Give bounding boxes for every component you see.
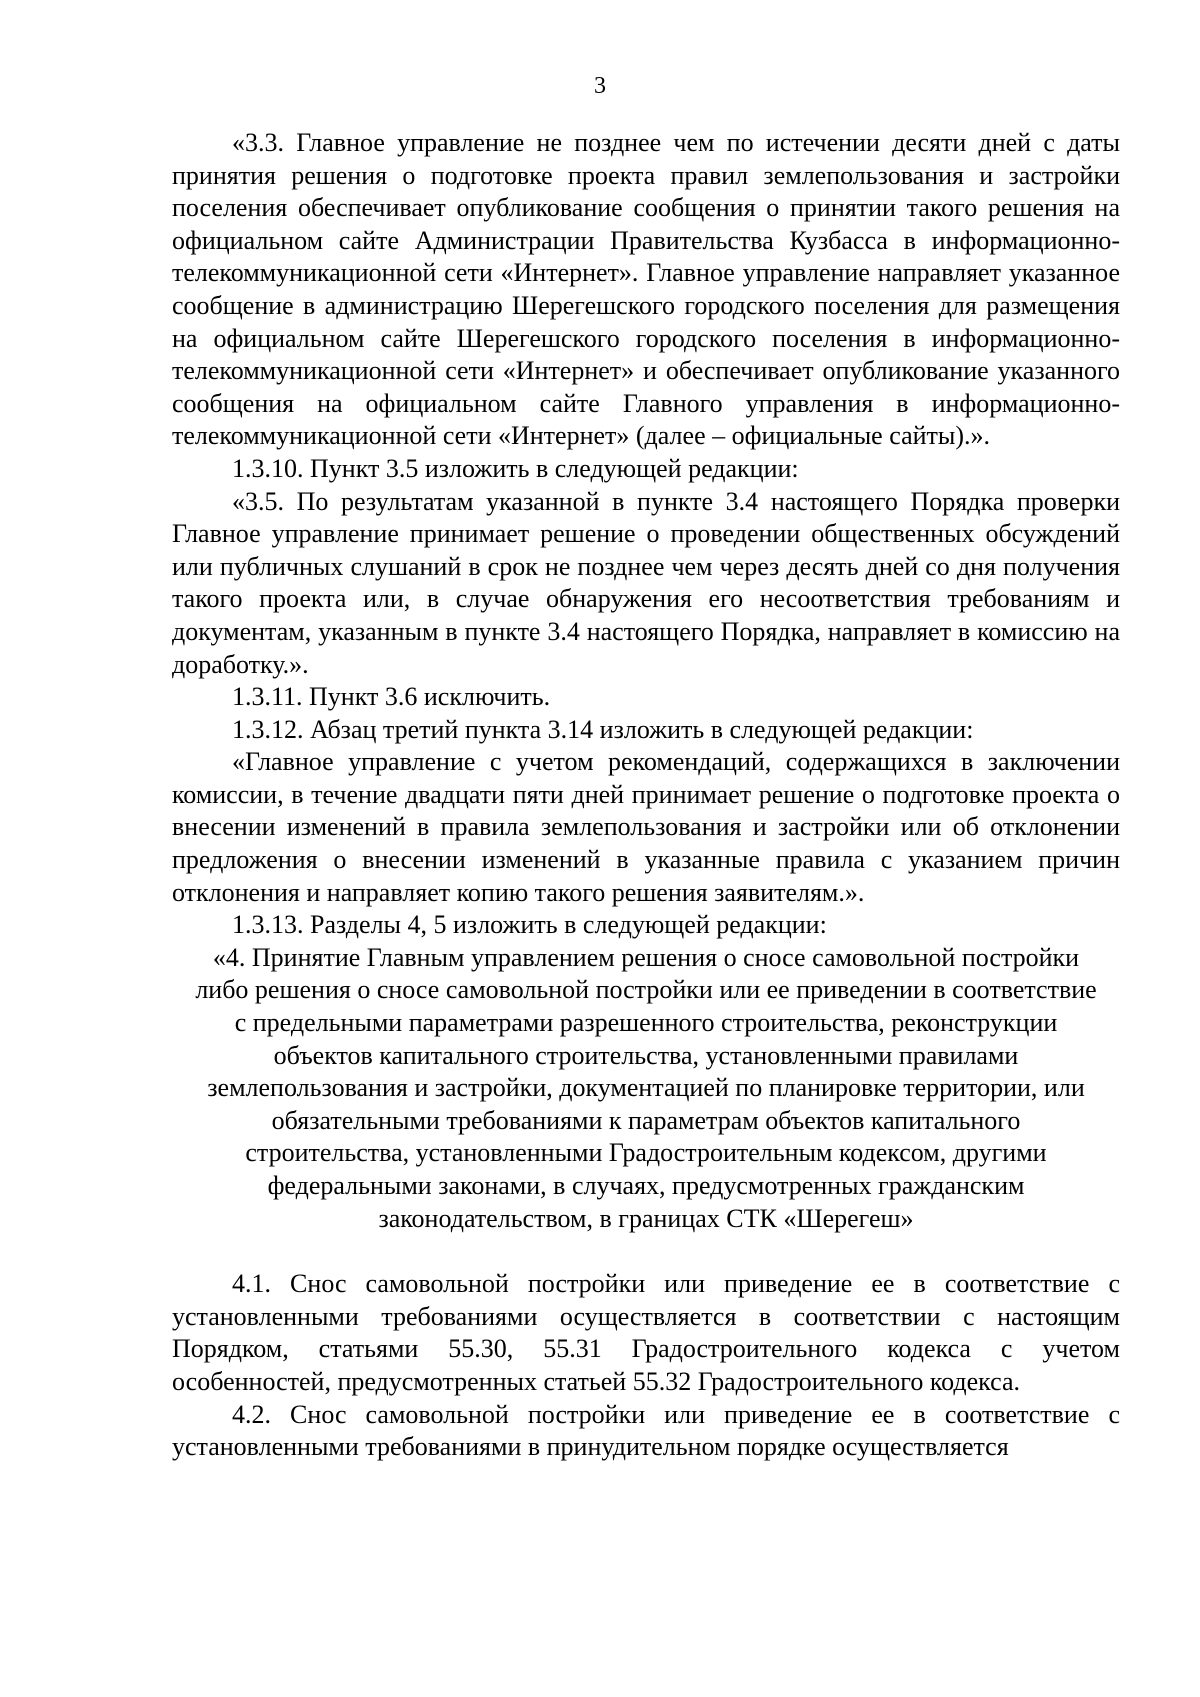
paragraph-4-2: 4.2. Снос самовольной постройки или приведение ее в соответствие с установленными требованиями в принудительном порядке осуществляется [172, 1399, 1120, 1462]
paragraph-quote-main-directorate: «Главное управление с учетом рекомендаций, содержащихся в заключении комиссии, в течение двадцати пяти дней принимает решение о подготовке проекта о внесении изменений в правила землепользования и застройки или об отклонении предложения о внесении изменений в указанные правила с указанием причин отклонения и направляет копию такого решения заявителям.». [172, 747, 1120, 907]
paragraph-3-5: «3.5. По результатам указанной в пункте 3.4 настоящего Порядка проверки Главное управление принимает решение о проведении общественных обсуждений или публичных слушаний в срок не позднее чем через десять дней со дня получения такого проекта или, в случае обнаружения его несоответствия требованиям и документам, указанным в пункте 3.4 настоящего Порядка, направляет в комиссию на доработку.». [172, 486, 1120, 679]
paragraph-4-1: 4.1. Снос самовольной постройки или приведение ее в соответствие с установленными требованиями осуществляется в соответствии с настоящим Порядком, статьями 55.30, 55.31 Градостроительного кодекса с учетом особенностей, предусмотренных статьей 55.32 Градостроительного кодекса. [172, 1269, 1120, 1396]
section-spacer [172, 1235, 1120, 1268]
paragraph-3-3: «3.3. Главное управление не позднее чем по истечении десяти дней с даты принятия решения о подготовке проекта правил землепользования и застройки поселения обеспечивает опубликование сообщения о принятии такого решения на официальном сайте Администрации Правительства Кузбасса в информационно-телекоммуникационной сети «Интернет». Главное управление направляет указанное сообщение в администрацию Шерегешского городского поселения для размещения на официальном сайте Шерегешского городского поселения в информационно-телекоммуникационной сети «Интернет» и обеспечивает опубликование указанного сообщения на официальном сайте Главного управления в информационно-телекоммуникационной сети «Интернет» (далее – официальные сайты).». [172, 128, 1120, 451]
section-4-heading: «4. Принятие Главным управлением решения о сносе самовольной постройки либо решения о сносе самовольной постройки или ее приведении в соответствие с предельными параметрами разрешенного строительства, реконструкции объектов капитального строительства, установленными правилами землепользования и застройки, документацией по планировке территории, или обязательными требованиями к параметрам объектов капитального строительства, установленными Градостроительным кодексом, другими федеральными законами, в случаях, предусмотренных гражданским законодательством, в границах СТК «Шерегеш» [195, 942, 1097, 1233]
page-number: 3 [594, 73, 606, 99]
paragraph-1-3-10: 1.3.10. Пункт 3.5 изложить в следующей редакции: [232, 453, 799, 483]
paragraph-1-3-11: 1.3.11. Пункт 3.6 исключить. [232, 682, 551, 712]
paragraph-1-3-13: 1.3.13. Разделы 4, 5 изложить в следующей редакции: [232, 910, 827, 940]
document-body [172, 127, 1120, 1464]
paragraph-1-3-12: 1.3.12. Абзац третий пункта 3.14 изложить в следующей редакции: [232, 714, 974, 744]
